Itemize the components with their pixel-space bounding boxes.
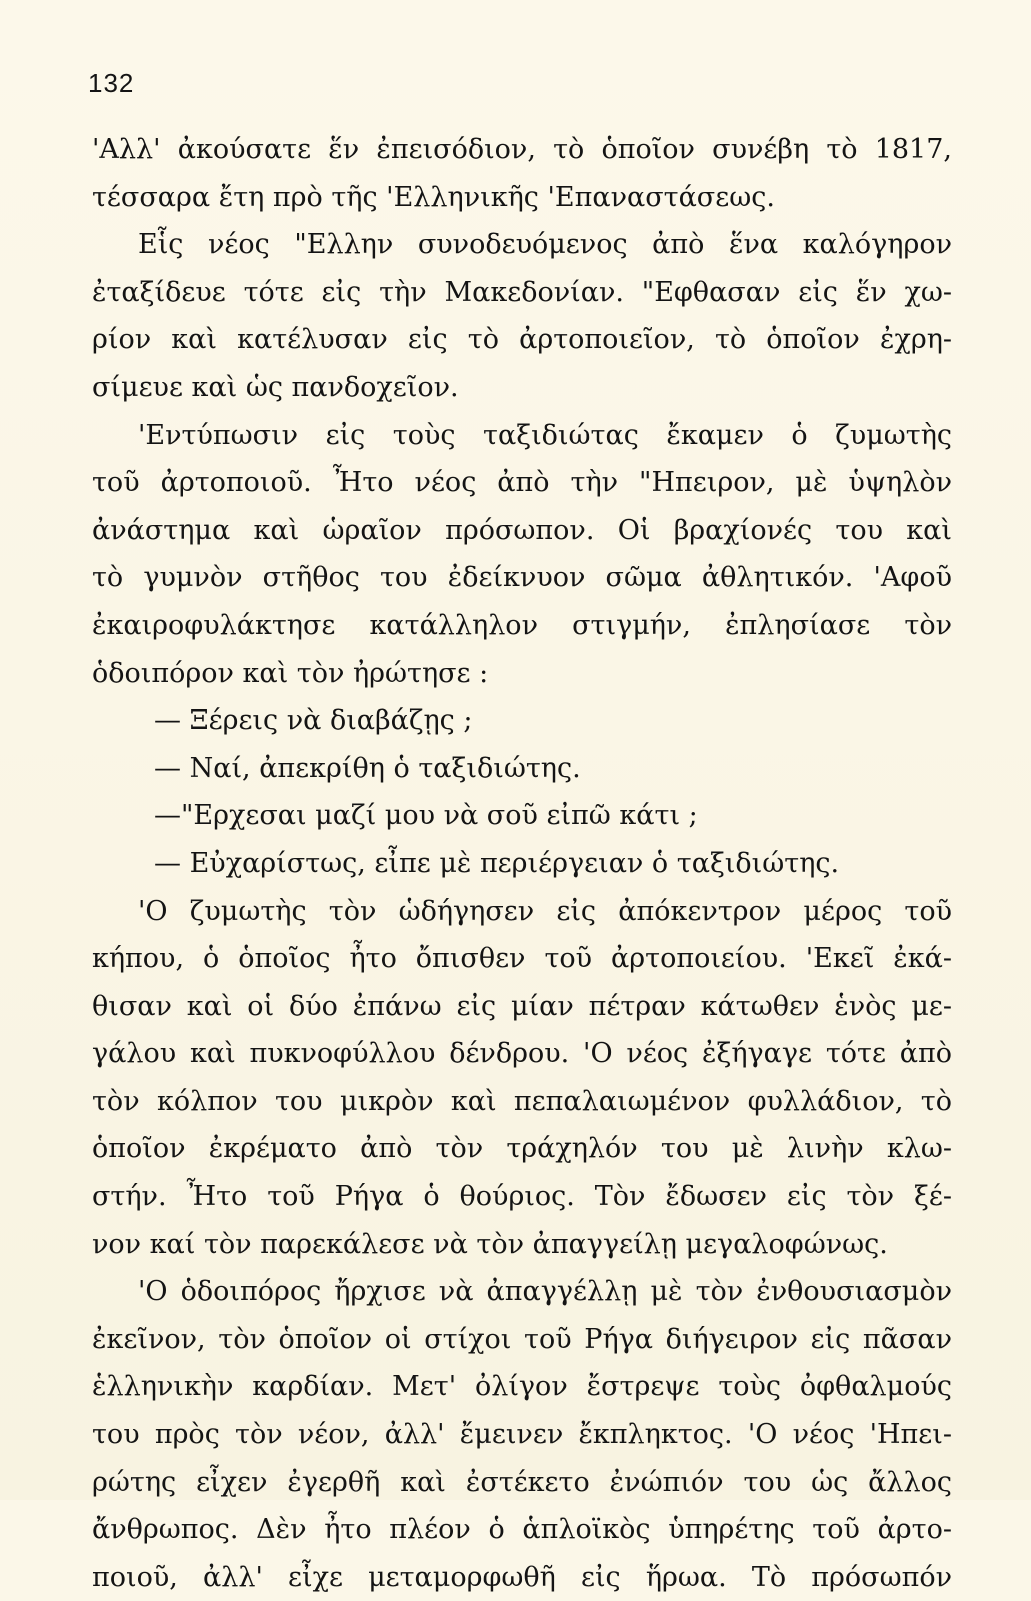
text-line: ποιοῦ, ἀλλ' εἶχε μεταμορφωθῆ εἰς ἥρωα. Τὸ πρόσωπόν: [92, 1561, 952, 1593]
text-line: ὁδοιπόρον καὶ τὸν ἠρώτησε :: [92, 657, 489, 689]
text-line: γάλου καὶ πυκνοφύλλου δένδρου. 'Ο νέος ἐξήγαγε τότε ἀπὸ: [92, 1038, 952, 1070]
dialogue-line: — Εὐχαρίστως, εἶπε μὲ περιέργειαν ὁ ταξιδιώτης.: [154, 847, 840, 879]
text-line: Εἷς νέος "Ελλην συνοδευόμενος ἀπὸ ἕνα καλόγηρον: [138, 229, 952, 261]
text-line: ἐκεῖνον, τὸν ὁποῖον οἱ στίχοι τοῦ Ρήγα διήγειρον εἰς πᾶσαν: [92, 1323, 952, 1355]
text-line: ρώτης εἶχεν ἐγερθῆ καὶ ἐστέκετο ἐνώπιόν του ὡς ἄλλος: [92, 1466, 952, 1498]
text-line: τὸ γυμνὸν στῆθος του ἐδείκνυον σῶμα ἀθλητικόν. 'Αφοῦ: [92, 562, 952, 594]
text-line: στήν. Ἦτο τοῦ Ρήγα ὁ θούριος. Τὸν ἔδωσεν εἰς τὸν ξέ-: [92, 1181, 952, 1213]
dialogue-line: — Ναί, ἀπεκρίθη ὁ ταξιδιώτης.: [154, 752, 581, 784]
text-line: ἄνθρωπος. Δὲν ἦτο πλέον ὁ ἁπλοϊκὸς ὑπηρέτης τοῦ ἀρτο-: [92, 1514, 952, 1546]
text-line: 'Αλλ' ἀκούσατε ἕν ἐπεισόδιον, τὸ ὁποῖον συνέβη τὸ 1817,: [92, 134, 952, 165]
text-line: του πρὸς τὸν νέον, ἀλλ' ἔμεινεν ἔκπληκτος. 'Ο νέος 'Ηπει-: [92, 1419, 952, 1451]
text-line: νον καί τὸν παρεκάλεσε νὰ τὸν ἀπαγγείλῃ μεγαλοφώνως.: [92, 1228, 888, 1260]
text-line: τέσσαρα ἔτη πρὸ τῆς 'Ελληνικῆς 'Επαναστάσεως.: [92, 181, 775, 213]
text-line: 'Ο ὁδοιπόρος ἤρχισε νὰ ἀπαγγέλλῃ μὲ τὸν ἐνθουσιασμὸν: [138, 1276, 952, 1308]
page-text: [92, 126, 952, 1601]
dialogue-line: — Ξέρεις νὰ διαβάζῃς ;: [154, 705, 473, 737]
text-line: 'Εντύπωσιν εἰς τοὺς ταξιδιώτας ἔκαμεν ὁ ζυμωτὴς: [138, 419, 952, 451]
text-line: ἑλληνικὴν καρδίαν. Μετ' ὀλίγον ἔστρεψε τοὺς ὀφθαλμούς: [92, 1371, 952, 1403]
text-line: τοῦ ἀρτοποιοῦ. Ἦτο νέος ἀπὸ τὴν "Ηπειρον, μὲ ὑψηλὸν: [92, 467, 952, 499]
text-line: ὁποῖον ἐκρέματο ἀπὸ τὸν τράχηλόν του μὲ λινὴν κλω-: [92, 1133, 952, 1165]
text-line: ρίον καὶ κατέλυσαν εἰς τὸ ἀρτοποιεῖον, τὸ ὁποῖον ἐχρη-: [92, 324, 952, 356]
text-line: ἐταξίδευε τότε εἰς τὴν Μακεδονίαν. "Εφθασαν εἰς ἕν χω-: [92, 276, 952, 308]
text-line: θισαν καὶ οἱ δύο ἐπάνω εἰς μίαν πέτραν κάτωθεν ἑνὸς με-: [92, 990, 952, 1022]
text-line: κήπου, ὁ ὁποῖος ἦτο ὄπισθεν τοῦ ἀρτοποιείου. 'Εκεῖ ἐκά-: [92, 943, 952, 975]
text-line: ἐκαιροφυλάκτησε κατάλληλον στιγμήν, ἐπλησίασε τὸν: [92, 609, 952, 641]
text-line: τὸν κόλπον του μικρὸν καὶ πεπαλαιωμένον φυλλάδιον, τὸ: [92, 1085, 952, 1117]
text-line: ἀνάστημα καὶ ὡραῖον πρόσωπον. Οἱ βραχίονές του καὶ: [92, 514, 952, 546]
text-line: σίμευε καὶ ὡς πανδοχεῖον.: [92, 371, 459, 403]
text-line: 'Ο ζυμωτὴς τὸν ὡδήγησεν εἰς ἀπόκεντρον μέρος τοῦ: [138, 895, 952, 927]
page-number: 132: [88, 68, 135, 98]
dialogue-line: —"Ερχεσαι μαζί μου νὰ σοῦ εἰπῶ κάτι ;: [154, 800, 698, 832]
